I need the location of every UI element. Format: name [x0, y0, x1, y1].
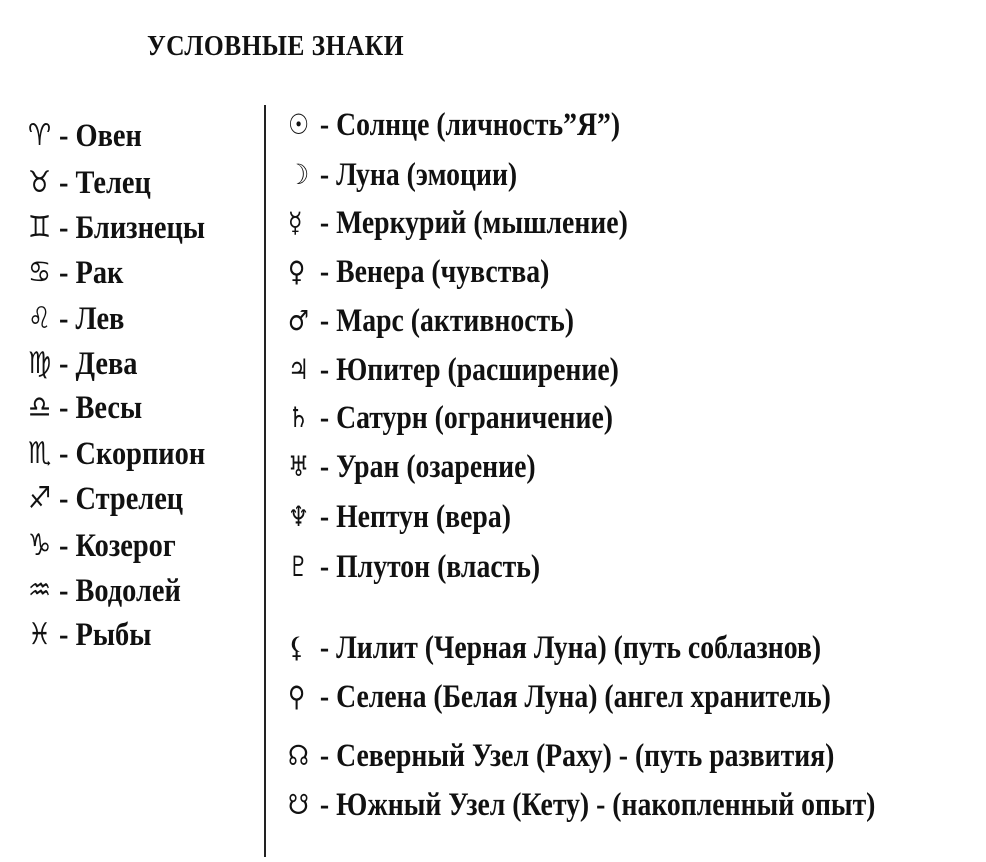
- venus-icon: ♀: [288, 255, 306, 288]
- planet-item-uranus: [288, 446, 536, 488]
- zodiac-label: - Рыбы: [58, 616, 152, 653]
- zodiac-label: - Рак: [58, 254, 124, 291]
- zodiac-item-cancer: [28, 252, 123, 294]
- south-node-icon: ☋: [288, 788, 309, 821]
- zodiac-item-pisces: [28, 614, 151, 656]
- planet-label: - Нептун (вера): [319, 498, 511, 535]
- node-item-south: [288, 784, 875, 826]
- planet-item-pluto: [288, 546, 540, 588]
- lilith-icon: ⚸: [288, 631, 306, 664]
- jupiter-icon: ♃: [288, 353, 310, 386]
- zodiac-item-libra: [28, 387, 142, 429]
- zodiac-label: - Весы: [58, 389, 143, 426]
- sun-icon: ☉: [288, 108, 310, 141]
- planet-item-saturn: [288, 397, 613, 439]
- neptune-icon: ♆: [288, 500, 310, 533]
- aquarius-icon: ♒: [28, 573, 52, 608]
- uranus-icon: ♅: [288, 450, 310, 483]
- zodiac-label: - Близнецы: [58, 209, 206, 246]
- zodiac-item-scorpio: [28, 433, 205, 475]
- planet-label: - Луна (эмоции): [319, 156, 518, 193]
- column-divider: [264, 105, 266, 857]
- mercury-icon: ☿: [288, 206, 303, 239]
- zodiac-item-sagittarius: [28, 478, 183, 520]
- planet-label: - Юпитер (расширение): [319, 351, 619, 388]
- point-item-lilith: [288, 627, 821, 669]
- page-title: УСЛОВНЫЕ ЗНАКИ: [147, 30, 404, 62]
- leo-icon: ♌: [28, 301, 52, 336]
- planet-label: - Солнце (личность”Я”): [319, 106, 621, 143]
- zodiac-label: - Козерог: [58, 527, 176, 564]
- zodiac-item-aquarius: [28, 570, 181, 612]
- planet-label: - Плутон (власть): [319, 548, 541, 585]
- zodiac-label: - Скорпион: [58, 435, 206, 472]
- scorpio-icon: ♏: [28, 436, 52, 471]
- aries-icon: ♈: [28, 118, 52, 153]
- gemini-icon: ♊: [28, 210, 52, 245]
- pluto-icon: ♇: [288, 550, 310, 583]
- point-item-selena: [288, 676, 831, 718]
- zodiac-label: - Лев: [58, 300, 125, 337]
- zodiac-item-virgo: [28, 343, 138, 385]
- capricorn-icon: ♑: [28, 528, 52, 563]
- zodiac-item-leo: [28, 298, 124, 340]
- pisces-icon: ♓: [28, 617, 52, 652]
- planet-item-sun: [288, 104, 620, 146]
- planet-item-venus: [288, 251, 549, 293]
- zodiac-item-capricorn: [28, 525, 176, 567]
- planet-item-mars: [288, 300, 574, 342]
- zodiac-item-gemini: [28, 207, 205, 249]
- taurus-icon: ♉: [28, 165, 52, 200]
- zodiac-label: - Телец: [58, 164, 151, 201]
- zodiac-item-aries: [28, 115, 142, 157]
- planet-label: - Венера (чувства): [319, 253, 550, 290]
- zodiac-label: - Овен: [58, 117, 142, 154]
- planet-label: - Марс (активность): [319, 302, 575, 339]
- mars-icon: ♂: [288, 304, 310, 337]
- cancer-icon: ♋: [28, 255, 52, 290]
- planet-label: - Сатурн (ограничение): [319, 399, 613, 436]
- node-label: - Южный Узел (Кету) - (накопленный опыт): [319, 786, 876, 823]
- zodiac-item-taurus: [28, 162, 151, 204]
- point-label: - Селена (Белая Луна) (ангел хранитель): [319, 678, 831, 715]
- zodiac-label: - Стрелец: [58, 480, 184, 517]
- moon-icon: ☽: [288, 158, 310, 191]
- zodiac-label: - Водолей: [58, 572, 181, 609]
- sagittarius-icon: ♐: [28, 481, 52, 516]
- zodiac-label: - Дева: [58, 345, 138, 382]
- planet-item-moon: [288, 154, 517, 196]
- point-label: - Лилит (Черная Луна) (путь соблазнов): [319, 629, 822, 666]
- libra-icon: ♎: [28, 390, 52, 425]
- planet-label: - Уран (озарение): [319, 448, 536, 485]
- planet-item-neptune: [288, 496, 511, 538]
- selena-icon: ⚲: [288, 680, 306, 713]
- north-node-icon: ☊: [288, 739, 309, 772]
- planet-item-mercury: [288, 202, 628, 244]
- planet-label: - Меркурий (мышление): [319, 204, 628, 241]
- saturn-icon: ♄: [288, 401, 310, 434]
- node-label: - Северный Узел (Раху) - (путь развития): [319, 737, 835, 774]
- node-item-north: [288, 735, 834, 777]
- virgo-icon: ♍: [28, 346, 52, 381]
- planet-item-jupiter: [288, 349, 619, 391]
